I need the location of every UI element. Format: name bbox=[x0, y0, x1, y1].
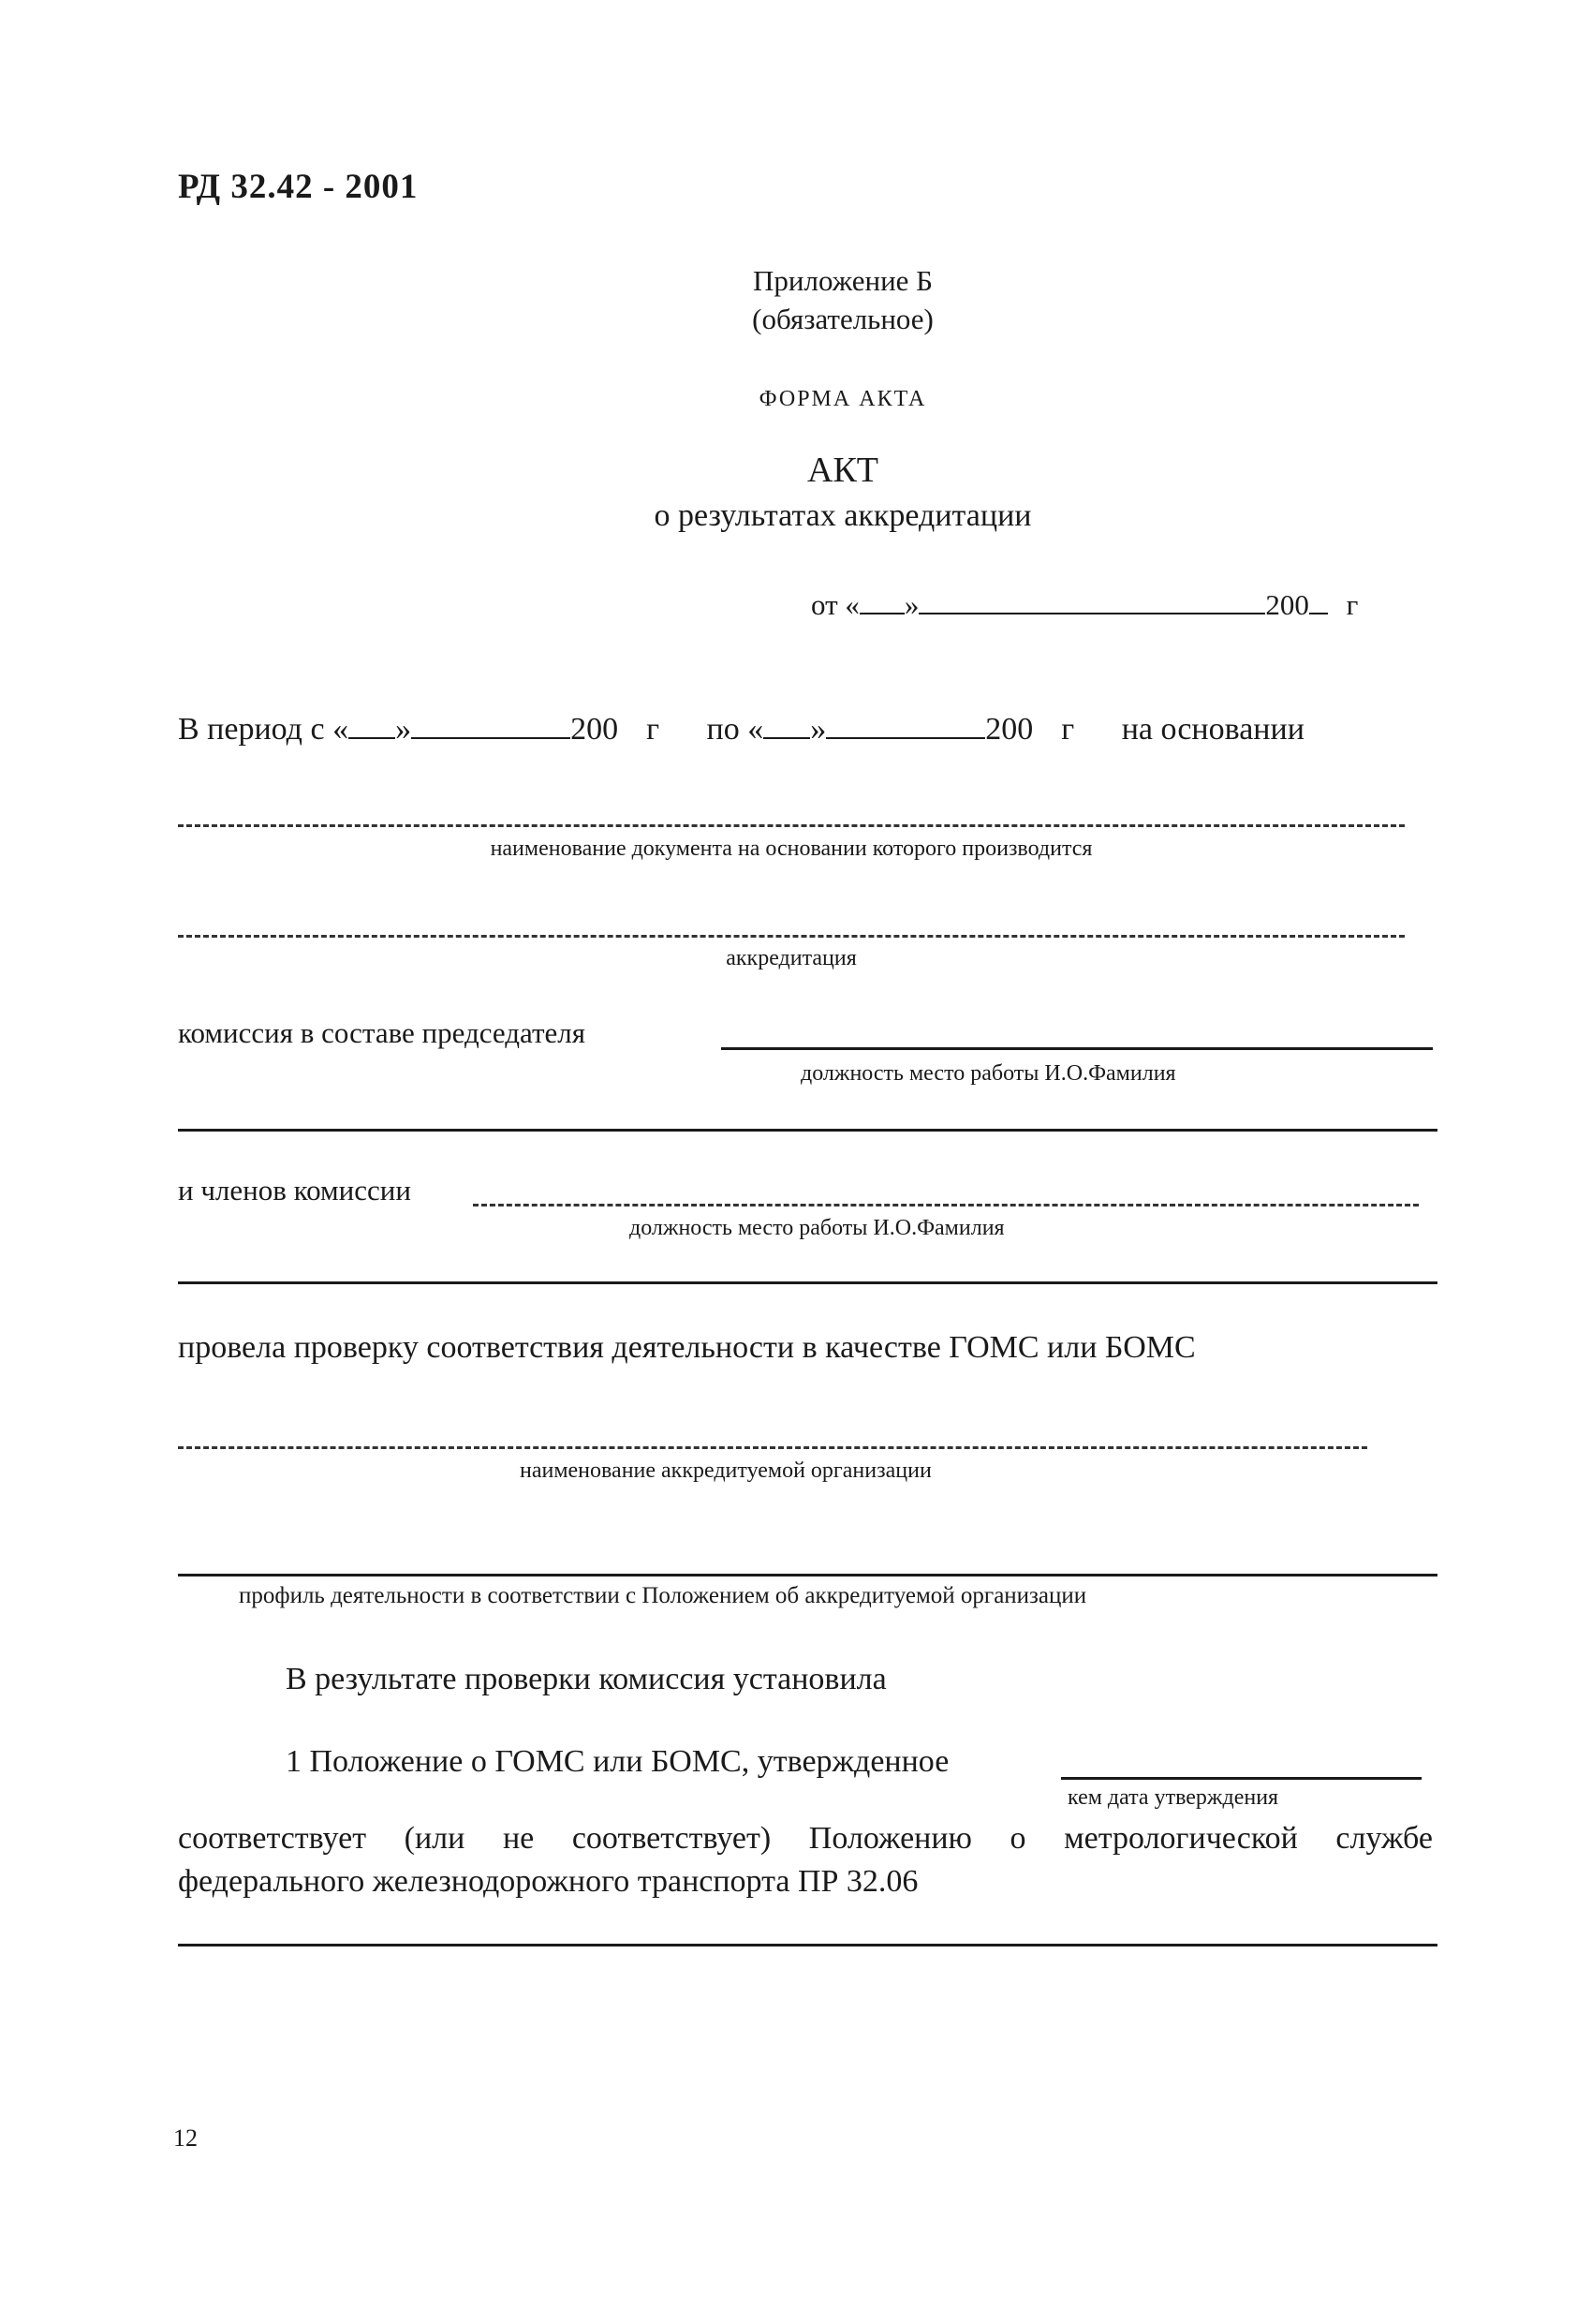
result-field[interactable] bbox=[178, 1944, 1437, 1947]
date-suffix: г bbox=[1346, 588, 1359, 621]
date-prefix: от « bbox=[811, 588, 860, 621]
doc-name-field-2[interactable] bbox=[178, 935, 1405, 938]
period-lead: В период с « bbox=[178, 712, 349, 747]
profile-field[interactable] bbox=[178, 1574, 1437, 1576]
result-intro: В результате проверки комиссия установила bbox=[286, 1662, 887, 1696]
approved-by-field[interactable] bbox=[1061, 1777, 1422, 1780]
period-end-day-field[interactable] bbox=[763, 709, 810, 739]
page-number: 12 bbox=[173, 2124, 198, 2152]
profile-caption: профиль деятельности в соответствии с Положением об аккредитуемой организации bbox=[239, 1583, 1087, 1608]
org-name-field[interactable] bbox=[178, 1446, 1367, 1449]
date-day-field[interactable] bbox=[860, 585, 905, 614]
chair-field-continued[interactable] bbox=[178, 1129, 1437, 1132]
result-line-3: федерального железнодорожного транспорта ПР 32.06 bbox=[178, 1864, 919, 1899]
act-title: АКТ bbox=[807, 451, 878, 490]
document-code: РД 32.42 - 2001 bbox=[178, 168, 419, 206]
period-quote-close: » bbox=[395, 712, 412, 747]
date-year: 200 bbox=[1265, 588, 1309, 621]
appendix-title: Приложение Б bbox=[753, 264, 933, 297]
period-quote-close-2: » bbox=[810, 712, 827, 747]
act-subtitle: о результатах аккредитации bbox=[654, 498, 1032, 533]
act-date-row bbox=[811, 585, 1358, 622]
doc-name-caption-2: аккредитация bbox=[726, 946, 857, 970]
doc-name-field-1[interactable] bbox=[178, 824, 1405, 827]
date-month-field[interactable] bbox=[919, 585, 1265, 614]
period-row bbox=[178, 709, 1305, 748]
members-field[interactable] bbox=[473, 1204, 1419, 1206]
chair-caption: должность место работы И.О.Фамилия bbox=[801, 1061, 1176, 1086]
period-year-1: 200 bbox=[570, 712, 619, 747]
period-end-month-field[interactable] bbox=[826, 709, 985, 739]
period-start-month-field[interactable] bbox=[411, 709, 570, 739]
period-year-2: 200 bbox=[985, 712, 1034, 747]
members-label: и членов комиссии bbox=[178, 1174, 411, 1206]
members-caption: должность место работы И.О.Фамилия bbox=[629, 1216, 1005, 1240]
date-quote-close: » bbox=[904, 588, 920, 621]
period-start-day-field[interactable] bbox=[348, 709, 395, 739]
result-item-1: 1 Положение о ГОМС или БОМС, утвержденное bbox=[286, 1744, 950, 1779]
chair-field[interactable] bbox=[721, 1047, 1433, 1050]
chair-label: комиссия в составе председателя bbox=[178, 1016, 586, 1049]
check-text: провела проверку соответствия деятельности в качестве ГОМС или БОМС bbox=[178, 1330, 1196, 1365]
form-label: ФОРМА АКТА bbox=[759, 387, 927, 411]
result-line-2: соответствует (или не соответствует) Положению о метрологической службе bbox=[178, 1821, 1433, 1856]
org-caption: наименование аккредитуемой организации bbox=[520, 1458, 932, 1483]
members-field-continued[interactable] bbox=[178, 1281, 1437, 1284]
appendix-status: (обязательное) bbox=[752, 303, 934, 335]
period-to: по « bbox=[706, 712, 764, 747]
date-year-field[interactable] bbox=[1309, 585, 1328, 614]
approved-caption: кем дата утверждения bbox=[1068, 1785, 1279, 1810]
period-g-1: г bbox=[646, 712, 660, 747]
doc-name-caption-1: наименование документа на основании которого производится bbox=[490, 836, 1093, 861]
period-g-2: г bbox=[1061, 712, 1075, 747]
period-basis: на основании bbox=[1121, 712, 1305, 747]
